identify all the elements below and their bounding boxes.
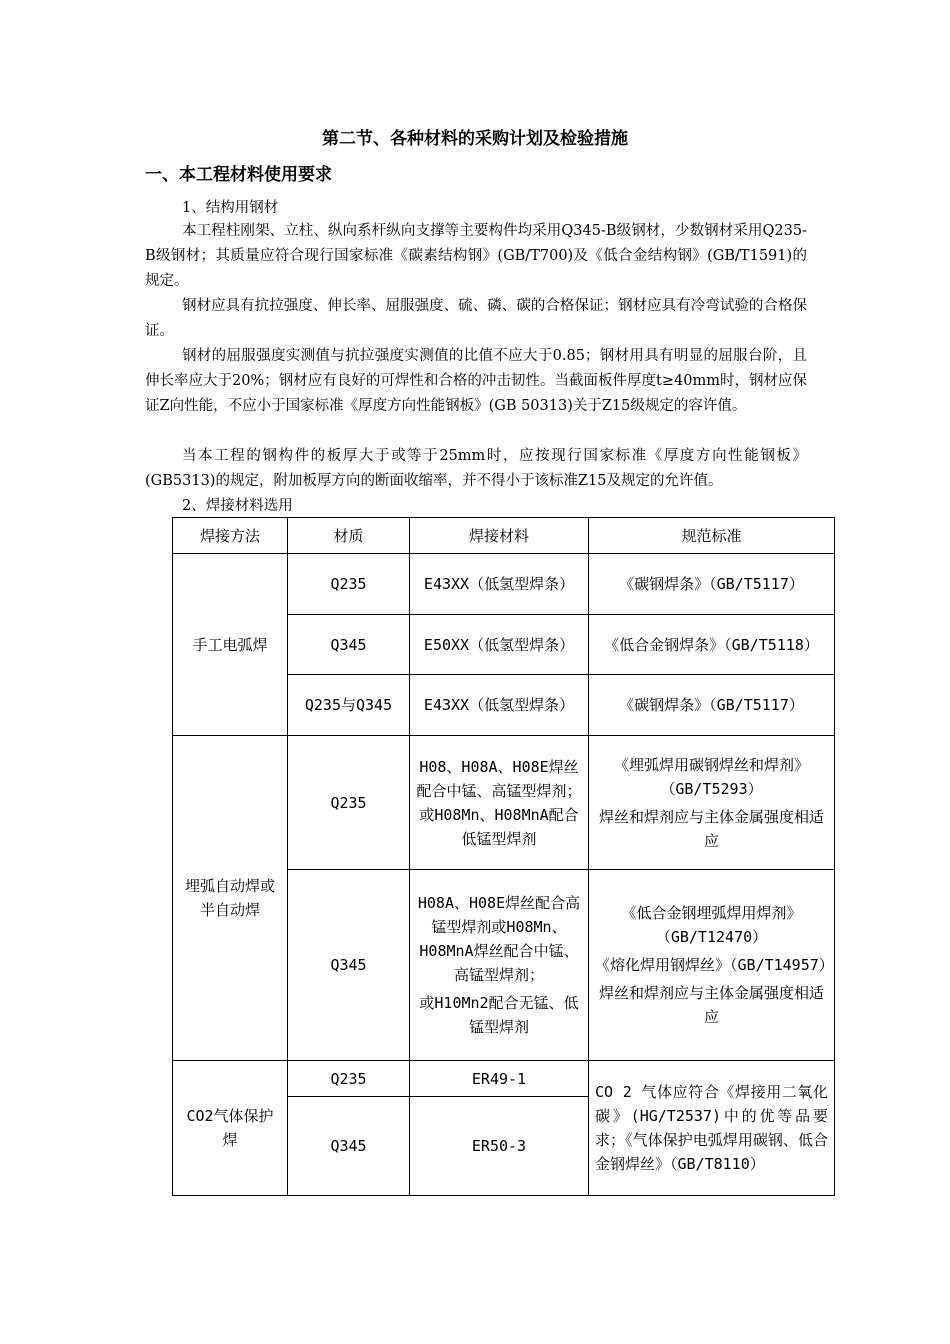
standard-cell [589,870,835,1061]
filler-cell [410,870,589,1061]
paragraph-steel-grade: 本工程柱刚架、立柱、纵向系杆纵向支撑等主要构件均采用Q345-B级钢材，少数钢材采用Q235-B级钢材；其质量应符合现行国家标准《碳素结构钢》(GB/T700)及《低合金结构钢》(GB/T1591)的规定。 [145,223,807,289]
table-header-row [173,518,835,554]
paragraph-thickness: 当本工程的钢构件的板厚大于或等于25mm时，应按现行国家标准《厚度方向性能钢板》(GB5313)的规定，附加板厚方向的断面收缩率，并不得小于该标准Z15及规定的允许值。 [145,448,807,489]
standard-co2-cell: CO 2 气体应符合《焊接用二氧化碳》(HG/T2537)中的优等品要求；《气体保护电弧焊用碳钢、低合金钢焊丝》（GB/T8110） [589,1061,835,1196]
filler-cell: E43XX（低氢型焊条） [410,675,589,736]
standard-line: 《熔化焊用钢焊丝》（GB/T14957） [595,956,834,974]
paragraph-steel-yield: 钢材的屈服强度实测值与抗拉强度实测值的比值不应大于0.85；钢材用具有明显的屈服台阶，且伸长率应大于20%；钢材应有良好的可焊性和合格的冲击韧性。当截面板件厚度t≥40mm时，钢材应保证Z向性能，不应小于国家标准《厚度方向性能钢板》(GB 50313)关于Z15级规定的容许值。 [145,348,807,414]
method-submerged-arc: 埋弧自动焊或半自动焊 [173,736,288,1061]
filler-cell: ER50-3 [410,1097,589,1196]
standard-line: 《埋弧焊用碳钢焊丝和焊剂》（GB/T5293） [613,755,809,798]
material-cell: Q235与Q345 [288,675,410,736]
method-manual-arc: 手工电弧焊 [173,554,288,736]
header-material: 材质 [288,518,410,554]
subheading-steel: 1、结构用钢材 [182,200,279,216]
material-cell: Q235 [288,1061,410,1097]
table-row [173,736,835,870]
material-cell: Q345 [288,1097,410,1196]
header-standard: 规范标准 [589,518,835,554]
heading-materials-requirements: 一、本工程材料使用要求 [145,165,332,185]
standard-cell: 《碳钢焊条》（GB/T5117） [589,554,835,615]
standard-line: 焊丝和焊剂应与主体金属强度相适应 [598,807,824,850]
standard-line: 焊丝和焊剂应与主体金属强度相适应 [598,984,824,1026]
paragraph-steel-guarantee: 钢材应具有抗拉强度、伸长率、屈服强度、硫、磷、碳的合格保证；钢材应具有冷弯试验的合格保证。 [145,298,807,339]
subheading-welding: 2、焊接材料选用 [182,498,293,514]
standard-cell [589,736,835,870]
filler-cell: H08、H08A、H08E焊丝配合中锰、高锰型焊剂；或H08Mn、H08MnA配合低锰型焊剂 [410,736,589,870]
filler-cell: E50XX（低氢型焊条） [410,615,589,675]
material-cell: Q235 [288,554,410,615]
filler-cell: E43XX（低氢型焊条） [410,554,589,615]
material-cell: Q235 [288,736,410,870]
header-filler: 焊接材料 [410,518,589,554]
filler-line: H08A、H08E焊丝配合高锰型焊剂或H08Mn、H08MnA焊丝配合中锰、高锰型焊剂； [417,894,581,984]
filler-line: 或H10Mn2配合无锰、低锰型焊剂 [419,994,579,1036]
material-cell: Q345 [288,615,410,675]
header-method: 焊接方法 [173,518,288,554]
table-row [173,1061,835,1097]
filler-cell: ER49-1 [410,1061,589,1097]
method-co2: CO2气体保护焊 [173,1061,288,1196]
material-cell: Q345 [288,870,410,1061]
table-row [173,554,835,615]
standard-cell: 《低合金钢焊条》（GB/T5118） [589,615,835,675]
standard-line: 《低合金钢埋弧焊用焊剂》（GB/T12470） [621,904,802,946]
section-title: 第二节、各种材料的采购计划及检验措施 [322,129,628,149]
welding-materials-table [172,517,835,1196]
standard-cell: 《碳钢焊条》（GB/T5117） [589,675,835,736]
